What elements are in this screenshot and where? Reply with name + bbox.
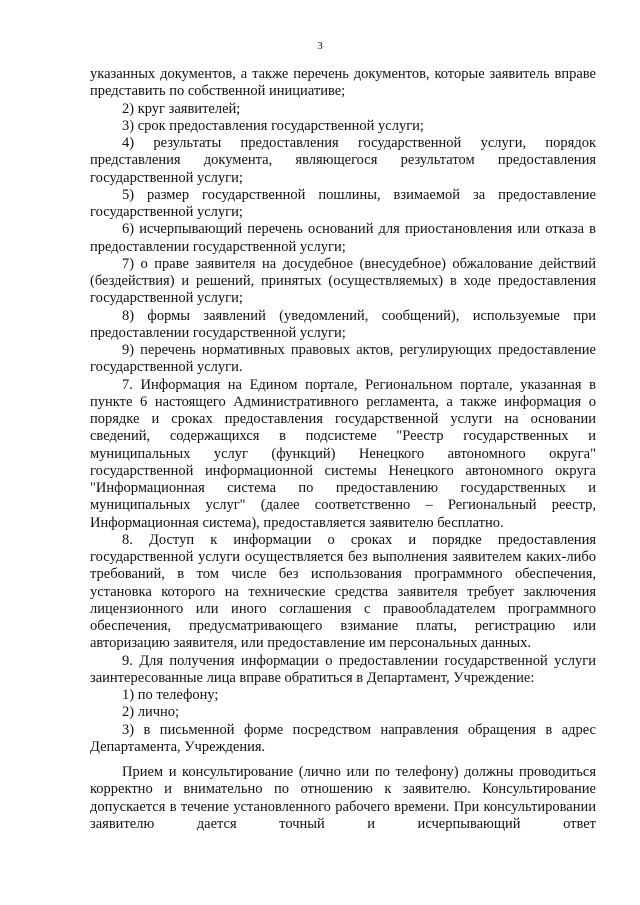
page-number: 3 xyxy=(317,40,323,52)
clause-8: 8. Доступ к информации о сроках и порядке предоставления государственной услуги осуществляется без выполнения заявителем каких-либо требований, в том числе без использования программного обеспечения, установка которого на технические средства заявителя требует заключения лицензионного или иного соглашения с правообладателем программного обеспечения, предусматривающего взимание платы, регистрацию или авторизацию заявителя, или предоставление им персональных данных. xyxy=(90,531,596,652)
list-item-state-fee: 5) размер государственной пошлины, взимаемой за предоставление государственной услуги; xyxy=(90,186,596,220)
paragraph-consultation: Прием и консультирование (лично или по телефону) должны проводиться корректно и внимательно по отношению к заявителю. Консультирование допускается в течение установленного рабочего времени. При консультировании заявителю дается точный и исчерпывающий ответ xyxy=(90,764,596,832)
list-item-in-writing: 3) в письменной форме посредством направления обращения в адрес Департамента, Учреждения. xyxy=(90,721,596,755)
list-item-in-person: 2) лично; xyxy=(122,704,180,721)
clause-9: 9. Для получения информации о предоставлении государственной услуги заинтересованные лица вправе обратиться в Департамент, Учреждение: xyxy=(90,652,596,686)
list-item-legal-acts: 9) перечень нормативных правовых актов, регулирующих предоставление государственной услуги. xyxy=(90,342,596,376)
document-body xyxy=(90,66,596,833)
list-item-application-forms: 8) формы заявлений (уведомлений, сообщений), используемые при предоставлении государственной услуги; xyxy=(90,307,596,341)
list-item-term: 3) срок предоставления государственной услуги; xyxy=(122,117,424,134)
paragraph-spacer xyxy=(90,756,596,764)
list-item-by-phone: 1) по телефону; xyxy=(122,687,219,703)
list-item-grounds: 6) исчерпывающий перечень оснований для приостановления или отказа в предоставлении государственной услуги; xyxy=(90,221,596,255)
list-item-appeal-right: 7) о праве заявителя на досудебное (внесудебное) обжалование действий (бездействия) и решений, принятых (осуществляемых) в ходе предоставления государственной услуги; xyxy=(90,255,596,307)
clause-7: 7. Информация на Едином портале, Региональном портале, указанная в пункте 6 настоящего Административного регламента, а также информация о порядке и сроках предоставления государственной услуги на основании сведений, содержащихся в подсистеме "Реестр государственных и муниципальных услуг (функций) Ненецкого автономного округа" государственной информационной системы Ненецкого автономного округа "Информационная система по предоставлению государственных и муниципальных услуг" (далее соответственно – Региональный реестр, Информационная система), предоставляется заявителю бесплатно. xyxy=(90,376,596,531)
paragraph-documents-list: указанных документов, а также перечень документов, которые заявитель вправе представить по собственной инициативе; xyxy=(90,66,596,100)
list-item-results: 4) результаты предоставления государственной услуги, порядок представления документа, являющегося результатом предоставления государственной услуги; xyxy=(90,135,596,186)
list-item-applicants: 2) круг заявителей; xyxy=(122,100,241,117)
